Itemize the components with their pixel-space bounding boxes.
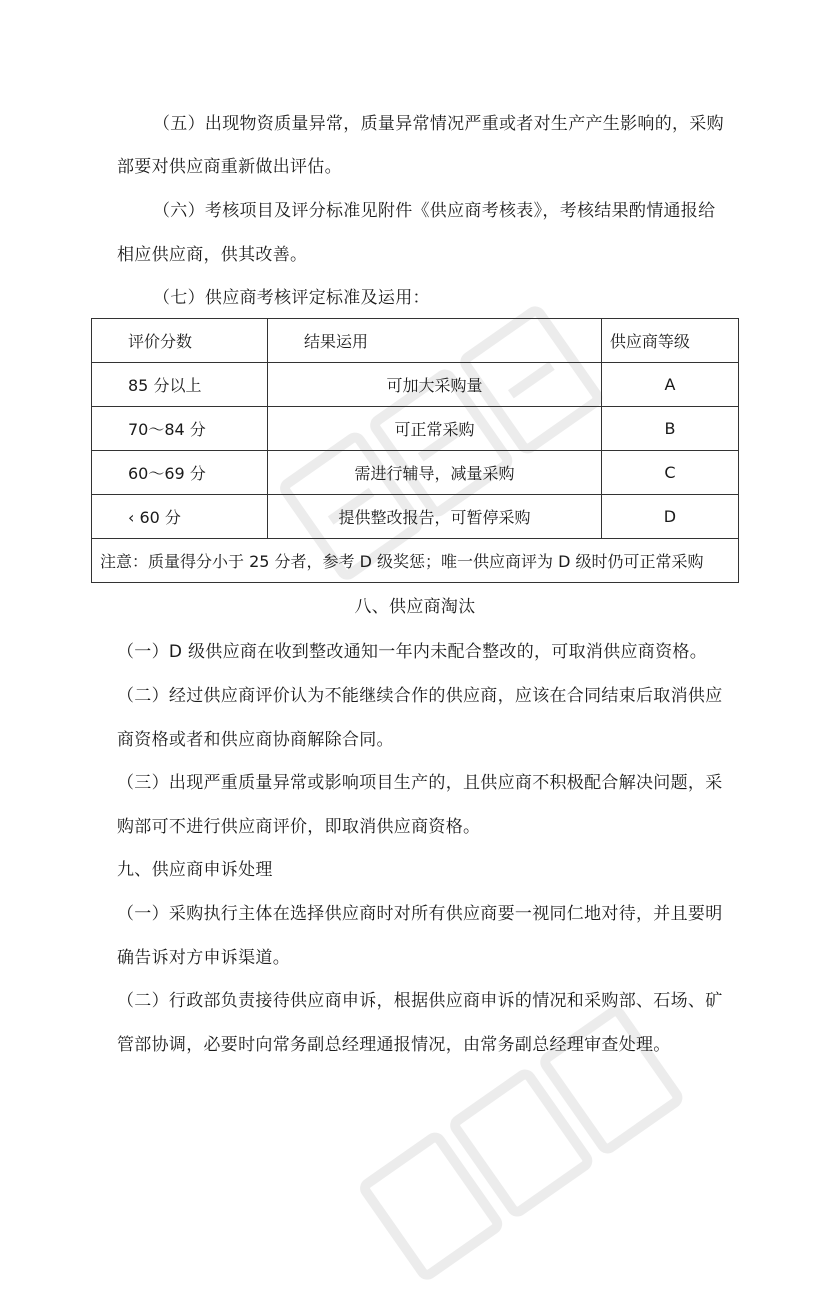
paragraph-5-line2: 部要对供应商重新做出评估。	[117, 157, 342, 177]
section-8-item3-line2: 购部可不进行供应商评价，即取消供应商资格。	[117, 817, 481, 837]
result-cell: 提供整改报告，可暂停采购	[267, 495, 601, 539]
paragraph-6-line2: 相应供应商，供其改善。	[117, 245, 308, 265]
header-score: 评价分数	[92, 319, 268, 363]
section-9-item2-line1: （二）行政部负责接待供应商申诉，根据供应商申诉的情况和采购部、石场、矿	[117, 991, 723, 1011]
section-8-item3-line1: （三）出现严重质量异常或影响项目生产的，且供应商不积极配合解决问题，采	[117, 773, 723, 793]
table-header-row	[92, 319, 739, 363]
section-9-title: 九、供应商申诉处理	[117, 860, 273, 880]
grade-cell: A	[601, 363, 738, 407]
grade-table	[91, 318, 739, 583]
section-8-title: 八、供应商淘汰	[354, 597, 476, 617]
grade-cell: B	[601, 407, 738, 451]
score-cell: 70～84 分	[92, 407, 268, 451]
score-cell: 60～69 分	[92, 451, 268, 495]
table-row	[92, 363, 739, 407]
result-cell: 可加大采购量	[267, 363, 601, 407]
grade-cell: C	[601, 451, 738, 495]
table-note: 注意：质量得分小于 25 分者，参考 D 级奖惩；唯一供应商评为 D 级时仍可正常采购	[92, 539, 739, 583]
paragraph-5-line1: （五）出现物资质量异常，质量异常情况严重或者对生产产生影响的，采购	[153, 114, 724, 134]
result-cell: 需进行辅导，减量采购	[267, 451, 601, 495]
table-row	[92, 495, 739, 539]
section-9-item1-line1: （一）采购执行主体在选择供应商时对所有供应商要一视同仁地对待，并且要明	[117, 904, 723, 924]
grade-cell: D	[601, 495, 738, 539]
paragraph-7: （七）供应商考核评定标准及运用：	[153, 288, 430, 308]
section-8-item1: （一）D 级供应商在收到整改通知一年内未配合整改的，可取消供应商资格。	[117, 642, 707, 662]
score-cell: 85 分以上	[92, 363, 268, 407]
section-8-item2-line1: （二）经过供应商评价认为不能继续合作的供应商，应该在合同结束后取消供应	[117, 686, 723, 706]
section-8-item2-line2: 商资格或者和供应商协商解除合同。	[117, 730, 394, 750]
section-9-item1-line2: 确告诉对方申诉渠道。	[117, 948, 290, 968]
table-row	[92, 407, 739, 451]
score-cell: ‹ 60 分	[92, 495, 268, 539]
table-note-row	[92, 539, 739, 583]
section-9-item2-line2: 管部协调，必要时向常务副总经理通报情况，由常务副总经理审查处理。	[117, 1035, 671, 1055]
header-result: 结果运用	[267, 319, 601, 363]
result-cell: 可正常采购	[267, 407, 601, 451]
header-grade: 供应商等级	[601, 319, 738, 363]
table-row	[92, 451, 739, 495]
paragraph-6-line1: （六）考核项目及评分标准见附件《供应商考核表》，考核结果酌情通报给	[153, 201, 716, 221]
